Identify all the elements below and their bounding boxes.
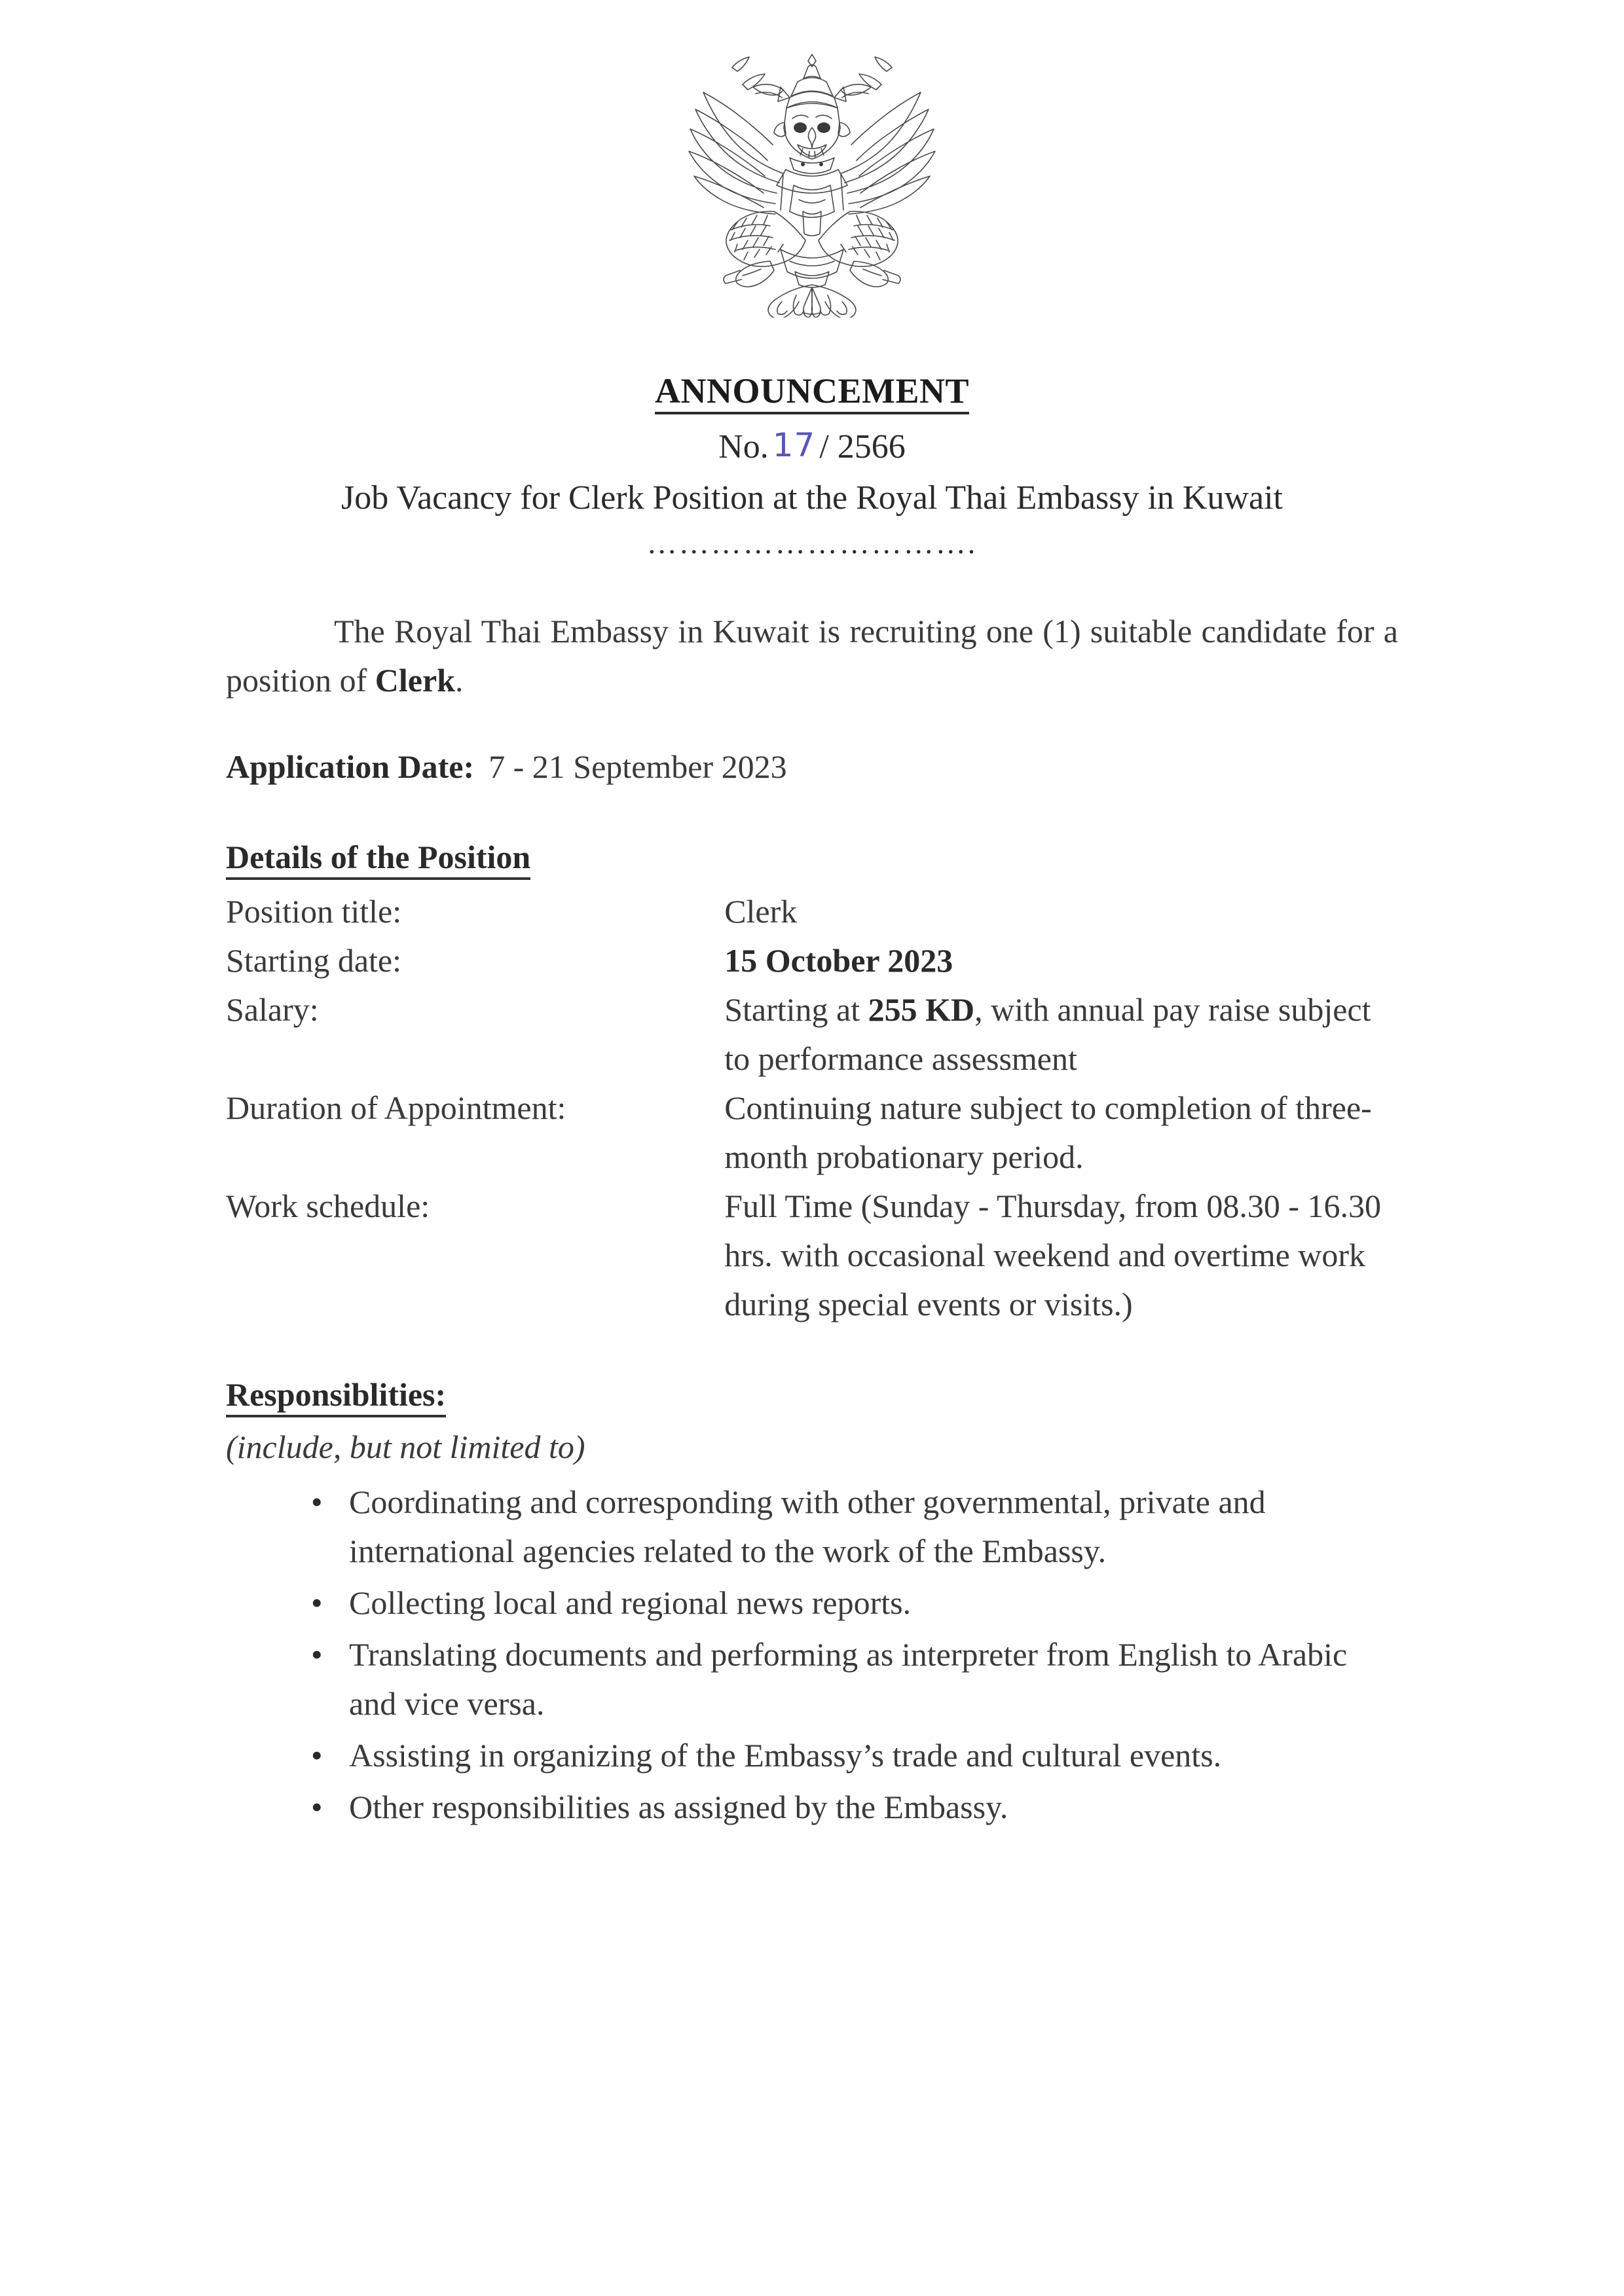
list-item-text: Other responsibilities as assigned by the Embassy. (349, 1788, 1008, 1825)
list-item (311, 1630, 1398, 1728)
garuda-emblem-icon (674, 36, 950, 318)
bullet-icon: • (311, 1483, 323, 1520)
detail-value-text: Full Time (Sunday - Thursday, from 08.30 - 16.30 hrs. with occasional weekend and overtime work during special events or visits.) (724, 1188, 1381, 1323)
intro-text-lead: The Royal Thai Embassy in Kuwait is recruiting one (1) suitable candidate for a position of (226, 613, 1398, 699)
intro-paragraph (226, 607, 1398, 705)
application-date-label: Application Date: (226, 748, 475, 786)
page-title: ANNOUNCEMENT (655, 371, 969, 414)
details-heading-row (226, 832, 1398, 882)
list-item-text: Translating documents and performing as interpreter from English to Arabic and vice versa. (349, 1635, 1348, 1722)
detail-label: Duration of Appointment: (226, 1089, 566, 1127)
detail-value (724, 1084, 1398, 1182)
bullet-icon: • (311, 1788, 323, 1825)
list-item-text: Assisting in organizing of the Embassy’s trade and cultural events. (349, 1736, 1222, 1774)
list-item (311, 1478, 1398, 1576)
handwritten-number: 17 (772, 426, 816, 464)
application-date-value: 7 - 21 September 2023 (489, 748, 787, 786)
responsibilities-heading-row (226, 1370, 1398, 1419)
table-row (226, 1182, 1398, 1329)
list-item (311, 1731, 1398, 1780)
detail-value (724, 936, 1398, 985)
list-item (311, 1578, 1398, 1628)
detail-value-text: Continuing nature subject to completion of three-month probationary period. (724, 1089, 1372, 1176)
detail-value-text: Starting at (724, 991, 868, 1029)
detail-value-text: Clerk (724, 893, 798, 930)
number-prefix: No. (718, 428, 769, 465)
detail-label: Position title: (226, 893, 402, 930)
table-row (226, 887, 1398, 936)
details-heading: Details of the Position (226, 837, 530, 880)
list-item (311, 1783, 1398, 1832)
application-date-row (226, 742, 1398, 792)
bullet-icon: • (311, 1736, 323, 1774)
detail-value-bold: 255 KD (868, 991, 975, 1029)
responsibilities-list (226, 1478, 1398, 1832)
detail-value (724, 985, 1398, 1084)
detail-value-bold: 15 October 2023 (724, 942, 953, 979)
document-content (226, 367, 1398, 1834)
bullet-icon: • (311, 1584, 323, 1621)
list-item-text: Collecting local and regional news reports. (349, 1584, 912, 1621)
table-row (226, 985, 1398, 1084)
bullet-icon: • (311, 1635, 323, 1673)
table-row (226, 1084, 1398, 1182)
detail-value-tail: , with annual pay raise subject to performance assessment (724, 991, 1371, 1078)
position-details-table (226, 887, 1398, 1329)
announcement-subtitle: Job Vacancy for Clerk Position at the Royal Thai Embassy in Kuwait (341, 479, 1283, 517)
list-item-text: Coordinating and corresponding with other governmental, private and international agencies related to the work of the Embassy. (349, 1483, 1266, 1569)
emblem-container (0, 36, 1624, 321)
detail-value (724, 887, 1398, 936)
responsibilities-note: (include, but not limited to) (226, 1429, 585, 1466)
detail-label: Work schedule: (226, 1188, 430, 1225)
detail-value (724, 1182, 1398, 1329)
intro-bold-term: Clerk (375, 662, 455, 699)
title-line (226, 367, 1398, 416)
table-row (226, 936, 1398, 985)
number-suffix: / 2566 (819, 428, 906, 465)
title-block (226, 367, 1398, 560)
detail-label: Salary: (226, 991, 319, 1029)
responsibilities-heading: Responsiblities: (226, 1375, 446, 1417)
intro-text-tail: . (455, 662, 464, 699)
dotted-separator: …………………………. (646, 526, 978, 560)
announcement-number (226, 427, 1398, 467)
detail-label: Starting date: (226, 942, 401, 979)
